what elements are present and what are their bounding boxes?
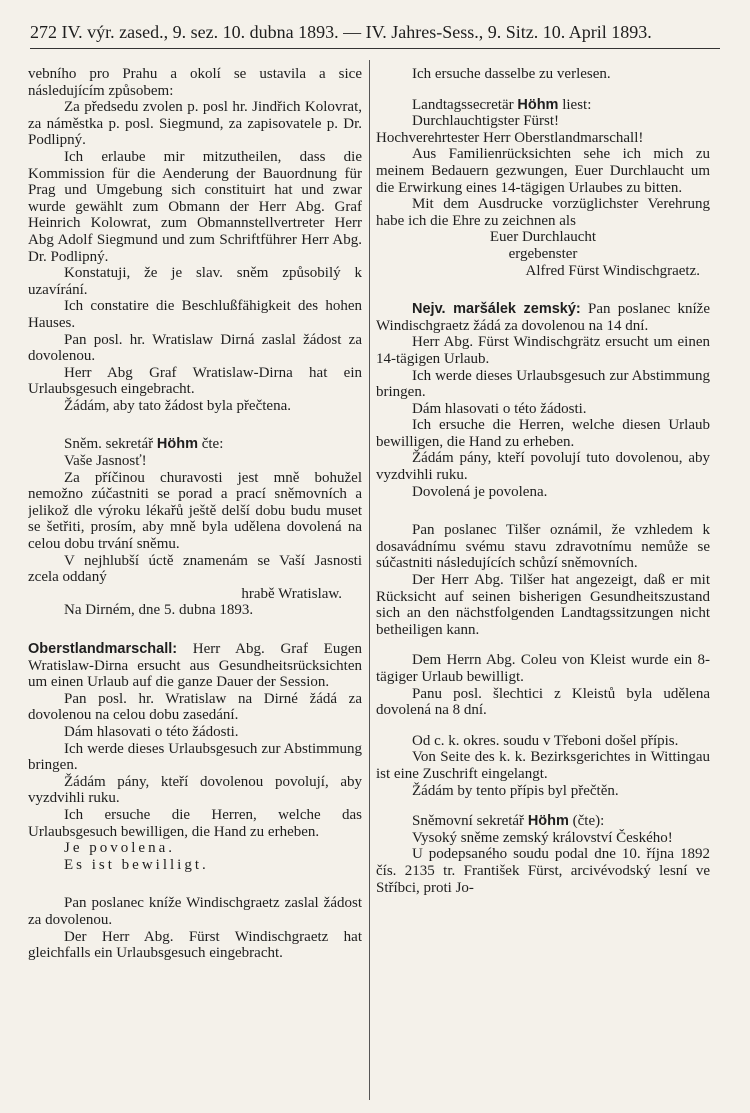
paragraph: Za příčinou churavosti jest mně bohužel nemožno zúčastniti se porad a prací sněmovních a jelikož dle výroku lékařů ještě delší dobu budu muset se šetřiti, prosím, aby mně byla udělena dovolená na celou dobu trvání sněmu. bbox=[28, 469, 362, 553]
speaker-name: Höhm bbox=[517, 96, 559, 113]
paragraph: Pan poslanec kníže Windischgraetz zaslal žádost za dovolenou. bbox=[28, 895, 362, 928]
paragraph: Der Herr Abg. Fürst Windischgraetz hat gleichfalls ein Urlaubsgesuch eingebracht. bbox=[28, 928, 362, 962]
paragraph: Pan posl. hr. Wratislaw na Dirné žádá za dovolenou na celou dobu zasedání. bbox=[28, 690, 362, 724]
speaker-verb: (čte): bbox=[572, 813, 605, 830]
header-czech: IV. výr. zased., 9. sez. 10. dubna 1893. bbox=[61, 22, 339, 42]
speaker-label: Sněm. sekretář bbox=[64, 436, 154, 453]
speaker-name: Höhm bbox=[527, 813, 569, 830]
paragraph: Ich constatire die Beschlußfähigkeit des hohen Hauses. bbox=[28, 298, 362, 331]
paragraph: Herr Abg Graf Wratislaw-Dirna hat ein Urlaubsgesuch eingebracht. bbox=[28, 364, 362, 398]
paragraph: Ich ersuche die Herren, welche diesen Urlaub bewilligen, die Hand zu erheben. bbox=[376, 417, 710, 450]
paragraph: Ich erlaube mir mitzutheilen, dass die Kommission für die Aenderung der Bauordnung für Prag und Umgebung sich constituirt hat und zwar wurde gewählt zum Obmann der Herr Abg. Graf Heinrich Kolowrat, zum Obmannstellvertreter Herr Abg Adolf Siegmund und zum Schriftführer Herr Abg. Dr. Podlipný. bbox=[28, 148, 362, 265]
paragraph: Mit dem Ausdrucke vorzüglichster Verehrung habe ich die Ehre zu zeichnen als bbox=[376, 196, 710, 229]
paragraph: Aus Familienrücksichten sehe ich mich zu meinem Bedauern gezwungen, Euer Durchlaucht um die Erwirkung eines 14-tägigen Urlaubes zu bitten. bbox=[376, 146, 710, 196]
speaker-line bbox=[28, 436, 362, 453]
paragraph: Žádám pány, kteří dovolenou povolují, aby vyzdvihli ruku. bbox=[28, 773, 362, 807]
salutation: Durchlauchtigster Fürst! bbox=[412, 113, 560, 130]
paragraph: Za předsedu zvolen p. posl hr. Jindřich Kolovrat, za náměstka p. posl. Siegmund, za zapisovatele p. Dr. Podlipný. bbox=[28, 99, 362, 149]
left-column bbox=[28, 66, 362, 1106]
paragraph: Žádám by tento přípis byl přečtěn. bbox=[412, 782, 619, 799]
paragraph: Ich werde dieses Urlaubsgesuch zur Abstimmung bringen. bbox=[28, 740, 362, 774]
dateline: Na Dirném, dne 5. dubna 1893. bbox=[64, 602, 254, 619]
paragraph: Ich werde dieses Urlaubsgesuch zur Abstimmung bringen. bbox=[376, 367, 710, 401]
speaker-paragraph bbox=[28, 641, 362, 691]
signature: hrabě Wratislaw. bbox=[241, 585, 342, 602]
paragraph: Pan posl. hr. Wratislaw Dirná zaslal žádost za dovolenou. bbox=[28, 331, 362, 365]
paragraph: Es ist bewilligt. bbox=[64, 856, 209, 873]
signature: Alfred Fürst Windischgraetz. bbox=[525, 262, 700, 279]
speaker-text: Pan poslanec kníže Windischgraetz žádá za dovolenou na 14 dní. bbox=[376, 301, 710, 334]
closing: ergebenster bbox=[508, 245, 578, 262]
speaker-name: Nejv. maršálek zemský: bbox=[412, 301, 581, 318]
salutation: Vaše Jasnosť! bbox=[64, 453, 147, 470]
paragraph: Od c. k. okres. soudu v Třeboni došel přípis. bbox=[412, 732, 679, 749]
paragraph: Dám hlasovati o této žádosti. bbox=[64, 723, 239, 740]
page-header bbox=[30, 22, 720, 43]
header-dash: — bbox=[343, 22, 362, 42]
paragraph: Vysoký sněme zemský království Českého! bbox=[412, 829, 673, 846]
paragraph: Von Seite des k. k. Bezirksgerichtes in Wittingau ist eine Zuschrift eingelangt. bbox=[376, 749, 710, 782]
speaker-line bbox=[376, 97, 710, 114]
right-column bbox=[376, 66, 710, 1106]
speaker-verb: liest: bbox=[562, 96, 592, 113]
paragraph: Žádám pány, kteří povolují tuto dovolenou, aby vyzdvihli ruku. bbox=[376, 450, 710, 484]
paragraph: Konstatuji, že je slav. sněm způsobilý k uzavírání. bbox=[28, 265, 362, 298]
paragraph: Der Herr Abg. Tilšer hat angezeigt, daß er mit Rücksicht auf seinen bisherigen Gesundheitszustand sich an den nächstfolgenden Landtagssitzungen nicht betheiligen kann. bbox=[376, 572, 710, 638]
paragraph: Ich ersuche die Herren, welche das Urlaubsgesuch bewilligen, die Hand zu erheben. bbox=[28, 806, 362, 840]
salutation: Hochverehrtester Herr Oberstlandmarschall! bbox=[376, 129, 644, 146]
paragraph: Dám hlasovati o této žádosti. bbox=[412, 400, 587, 417]
speaker-paragraph bbox=[376, 301, 710, 334]
speaker-verb: čte: bbox=[201, 436, 224, 453]
paragraph: U podepsaného soudu podal dne 10. října 1892 čís. 2135 tr. František Fürst, arcivévodský lesní ve Stříbci, proti Jo- bbox=[376, 846, 710, 896]
speaker-name: Oberstlandmarschall: bbox=[28, 641, 178, 657]
paragraph: Je povolena. bbox=[64, 840, 175, 857]
page-number: 272 bbox=[30, 22, 57, 42]
speaker-text: Herr Abg. Graf Eugen Wratislaw-Dirna ersucht aus Gesundheitsrücksichten um einen Urlaub auf die ganze Dauer der Session. bbox=[28, 641, 362, 691]
paragraph: Ich ersuche dasselbe zu verlesen. bbox=[412, 66, 611, 82]
column-divider bbox=[369, 60, 370, 1100]
paragraph: Panu posl. šlechtici z Kleistů byla udělena dovolená na 8 dní. bbox=[376, 685, 710, 719]
paragraph: Dovolená je povolena. bbox=[412, 483, 548, 500]
header-rule bbox=[30, 48, 720, 49]
paragraph: Dem Herrn Abg. Coleu von Kleist wurde ein 8-tägiger Urlaub bewilligt. bbox=[376, 652, 710, 685]
speaker-name: Höhm bbox=[156, 436, 198, 453]
speaker-label: Sněmovní sekretář bbox=[412, 813, 525, 830]
speaker-line bbox=[376, 813, 710, 830]
paragraph: Herr Abg. Fürst Windischgrätz ersucht um einen 14-tägigen Urlaub. bbox=[376, 334, 710, 367]
paragraph: Žádám, aby tato žádost byla přečtena. bbox=[64, 397, 291, 414]
paragraph: vebního pro Prahu a okolí se ustavila a sice následujícím způsobem: bbox=[28, 66, 362, 99]
paragraph: Pan poslanec Tilšer oznámil, že vzhledem k dosavádnímu svému stavu zdravotnímu nemůže se súčastniti následujících schůzí sněmovních. bbox=[376, 522, 710, 572]
header-german: IV. Jahres-Sess., 9. Sitz. 10. April 1893. bbox=[365, 22, 652, 42]
paragraph: V nejhlubší úctě znamenám se Vaší Jasnosti zcela oddaný bbox=[28, 552, 362, 586]
closing: Euer Durchlaucht bbox=[489, 229, 597, 246]
speaker-label: Landtagssecretär bbox=[412, 96, 514, 113]
